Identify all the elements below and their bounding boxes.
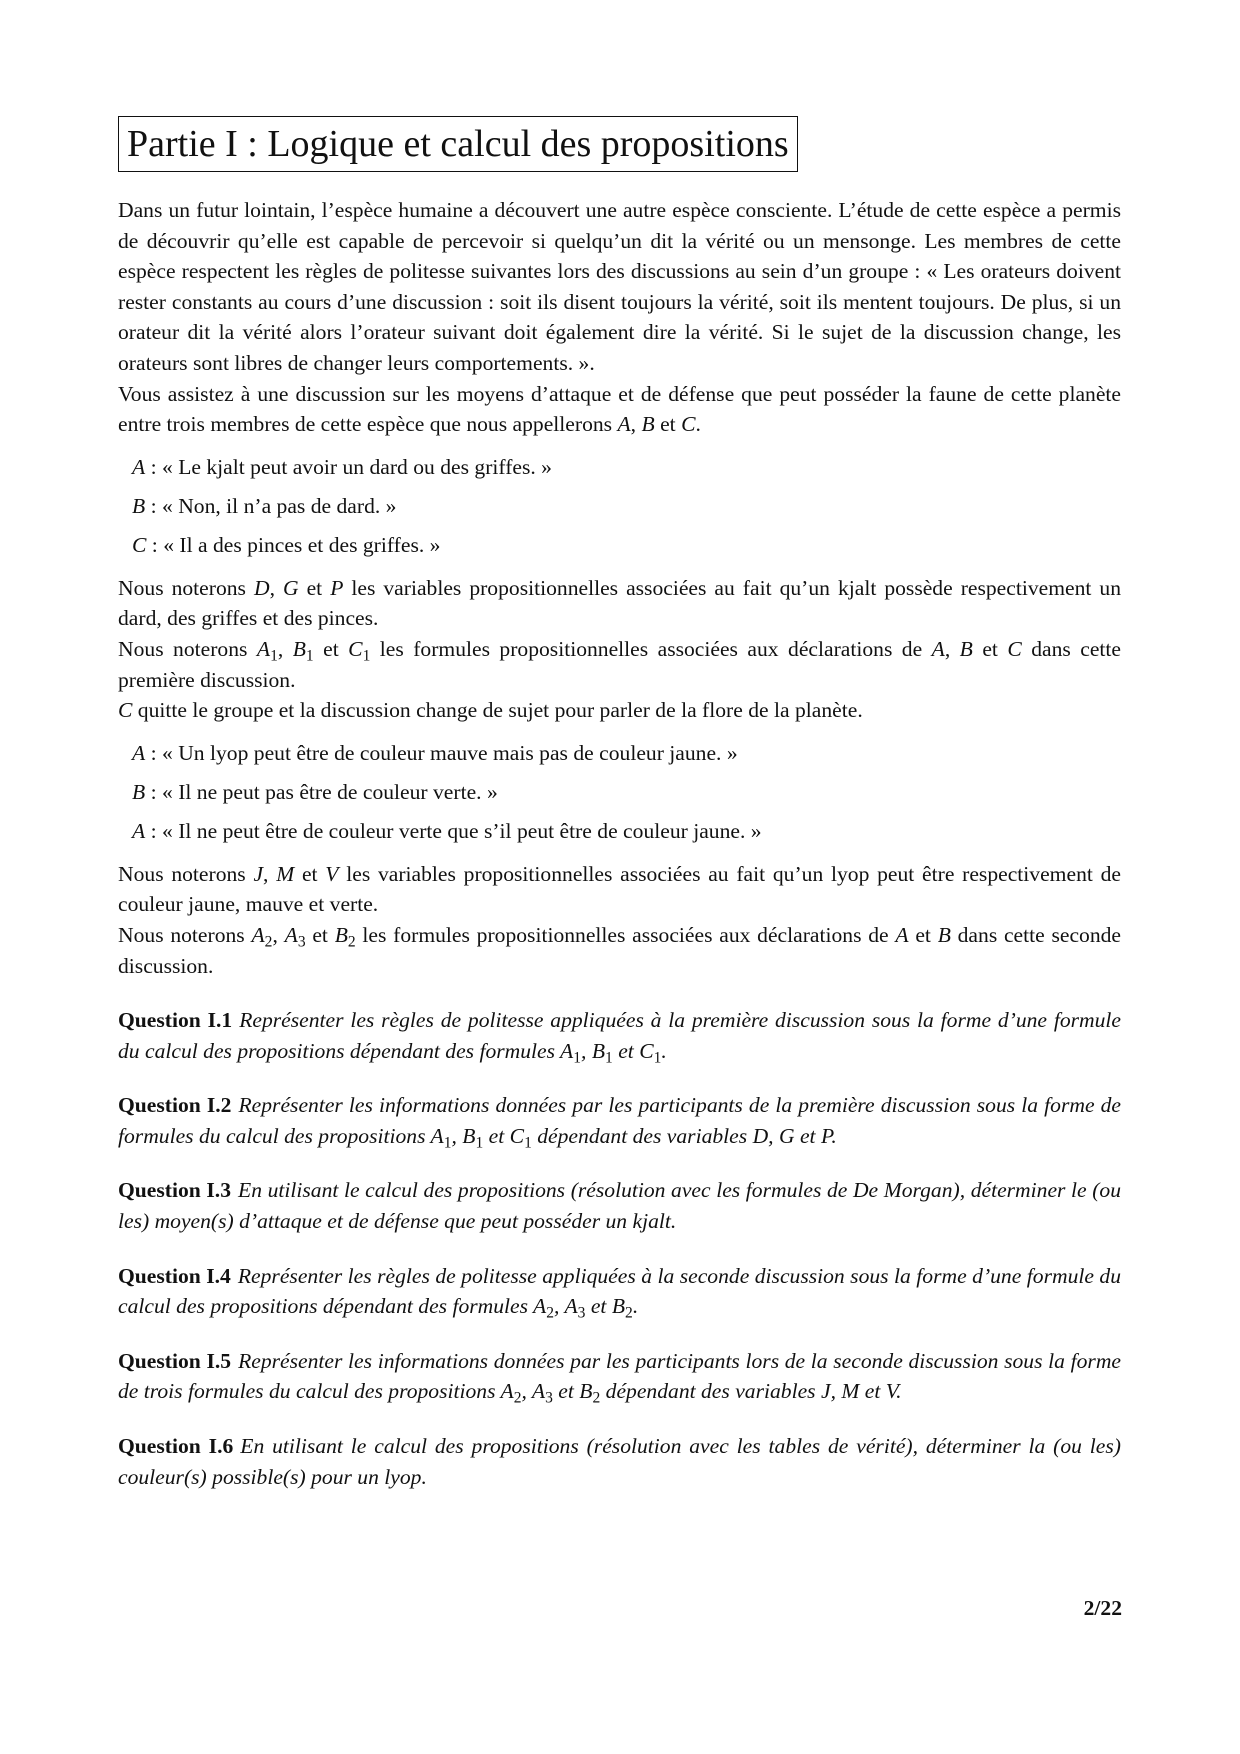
page-number: 2/22 xyxy=(1083,1596,1122,1620)
discussion-2 xyxy=(132,734,1121,851)
statement-a-2: A : « Un lyop peut être de couleur mauve mais pas de couleur jaune. » xyxy=(132,740,738,765)
discussion-1 xyxy=(132,448,1121,565)
statement-b-2: B : « Il ne peut pas être de couleur verte. » xyxy=(132,779,498,804)
statement-c: C : « Il a des pinces et des griffes. » xyxy=(132,532,441,557)
question-i3: Question I.3 En utilisant le calcul des propositions (résolution avec les formules de De Morgan), déterminer le (ou les) moyen(s) d’attaque et de défense que peut posséder un kjalt. xyxy=(118,1178,1122,1234)
questions-list xyxy=(118,1005,1121,1492)
section-title-box xyxy=(118,116,798,172)
question-i2: Question I.2 Représenter les informations données par les participants de la première discussion sous la forme de formules du calcul des propositions $A_1$, $B_1$ et $C_1$ dépendant des variables D, G et P. xyxy=(118,1093,1121,1152)
question-i1: Question I.1 Représenter les règles de politesse appliquées à la première discussion sous la forme d’une formule du calcul des propositions dépendant des formules $A_1$, $B_1$ et $C_1$. xyxy=(118,1008,1121,1067)
statement-a: A : « Le kjalt peut avoir un dard ou des griffes. » xyxy=(132,454,552,479)
statement-a-3: A : « Il ne peut être de couleur verte que s’il peut être de couleur jaune. » xyxy=(132,818,762,843)
question-i6: Question I.6 En utilisant le calcul des propositions (résolution avec les tables de vérité), déterminer la (ou les) couleur(s) possible(s) pour un lyop. xyxy=(118,1434,1121,1489)
variables-paragraph-1: Nous noterons D, G et P les variables propositionnelles associées au fait qu’un kjalt possède respectivement un dard, des griffes et des pinces. Nous noterons $A_1$, $B_1$ et $C_1$ les formules propositionnelles associées aux déclarations de A, B et C dans cette première discussion. C quitte le groupe et la discussion change de sujet pour parler de la flore de la planète. xyxy=(118,575,1121,723)
question-i5: Question I.5 Représenter les informations données par les participants lors de la seconde discussion sous la forme de trois formules du calcul des propositions $A_2$, $A_3$ et $B_2$ dépendant des variables J, M et V. xyxy=(118,1348,1122,1407)
statement-b: B : « Non, il n’a pas de dard. » xyxy=(132,493,397,518)
section-title: Partie I : Logique et calcul des propositions xyxy=(127,123,789,165)
question-i4: Question I.4 Représenter les règles de politesse appliquées à la seconde discussion sous la forme d’une formule du calcul des propositions dépendant des formules $A_2$, $A_3$ et $B_2$. xyxy=(118,1263,1121,1322)
intro-paragraph: Dans un futur lointain, l’espèce humaine a découvert une autre espèce consciente. L’étude de cette espèce a permis de découvrir qu’elle est capable de percevoir si quelqu’un dit la vérité ou un mensonge. Les membres de cette espèce respectent les règles de politesse suivantes lors des discussions au sein d’un groupe : « Les orateurs doivent rester constants au cours d’une discussion : soit ils disent toujours la vérité, soit ils mentent toujours. De plus, si un orateur dit la vérité alors l’orateur suivant doit également dire la vérité. Si le sujet de la discussion change, les orateurs sont libres de changer leurs comportements. ». Vous assistez à une discussion sur les moyens d’attaque et de défense que peut posséder la faune de cette planète entre trois membres de cette espèce que nous appellerons A, B et C. xyxy=(118,198,1121,437)
document-body xyxy=(118,195,1121,1516)
variables-paragraph-2: Nous noterons J, M et V les variables propositionnelles associées au fait qu’un lyop peut être respectivement de couleur jaune, mauve et verte. Nous noterons $A_2$, $A_3$ et $B_2$ les formules propositionnelles associées aux déclarations de A et B dans cette seconde discussion. xyxy=(118,861,1122,978)
